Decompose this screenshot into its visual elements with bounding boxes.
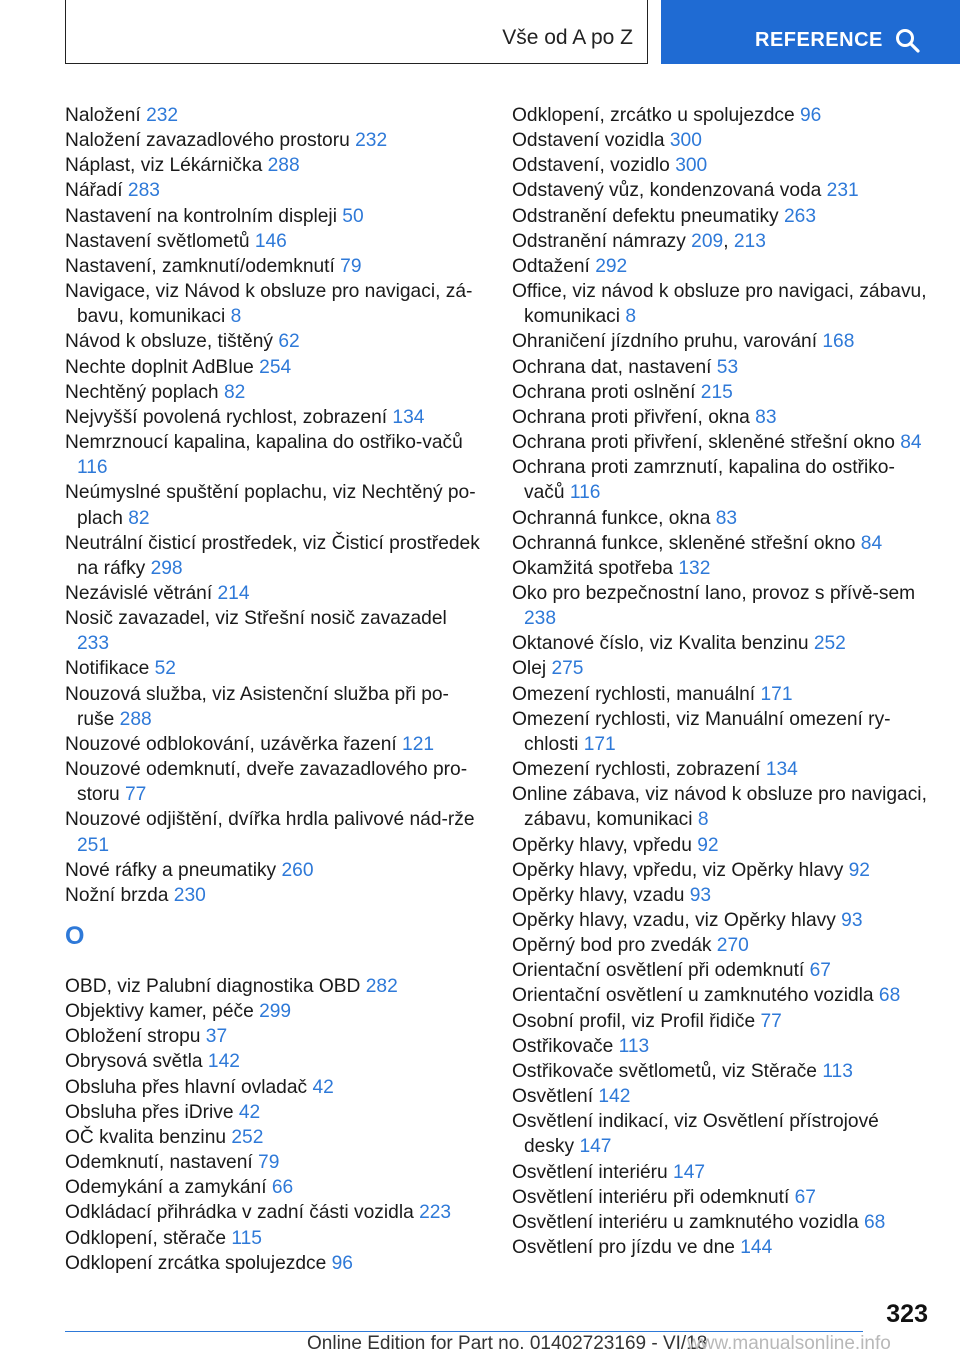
index-entry — [512, 355, 928, 380]
index-entry — [512, 506, 928, 531]
index-entry — [65, 480, 481, 530]
page-ref-link[interactable]: 171 — [760, 683, 793, 705]
index-term: Nejvyšší povolená rychlost, zobrazení — [65, 406, 393, 428]
page-ref-link[interactable]: 8 — [625, 306, 636, 328]
index-group-o-continued — [512, 103, 928, 1260]
page-ref-link[interactable]: 232 — [355, 130, 388, 152]
page-ref-link[interactable]: 147 — [579, 1136, 612, 1158]
page-ref-link[interactable]: 292 — [595, 255, 628, 277]
index-entry — [512, 757, 928, 782]
index-term: Odemknutí, nastavení — [65, 1152, 259, 1174]
index-group-o — [65, 974, 481, 1276]
index-term: Naložení — [65, 105, 147, 126]
index-term: Osvětlení indikací, viz Osvětlení přístrojové desky — [512, 1111, 879, 1158]
index-entry — [65, 1150, 481, 1175]
page-ref-link[interactable]: 83 — [755, 406, 777, 428]
index-entry — [65, 757, 481, 807]
page-ref-link[interactable]: 82 — [128, 507, 150, 529]
page-ref-link[interactable]: 116 — [569, 482, 601, 504]
index-entry — [512, 933, 928, 958]
index-term: Odklopení, stěrače — [65, 1227, 232, 1249]
page-ref-link[interactable]: 8 — [697, 809, 709, 831]
index-entry — [65, 732, 481, 757]
index-term: Omezení rychlosti, viz Manuální omezení ry-chlosti — [512, 708, 891, 755]
page-ref-link[interactable]: 67 — [794, 1186, 816, 1208]
page-ref-link[interactable]: 68 — [878, 985, 901, 1007]
index-entry — [512, 405, 928, 430]
page-ref-link[interactable]: 77 — [125, 784, 147, 806]
index-term: Office, viz návod k obsluze pro navigaci, zábavu, komunikaci — [512, 281, 927, 328]
index-column-left — [65, 103, 481, 1276]
index-term: Odklopení zrcátka spolujezdce — [65, 1252, 332, 1274]
page-ref-link[interactable]: 77 — [760, 1010, 782, 1032]
page-ref-link[interactable]: 209 — [691, 230, 724, 252]
page-ref-link[interactable]: 168 — [822, 331, 855, 353]
index-entry — [65, 380, 481, 405]
index-term: Náplast, viz Lékárnička — [65, 155, 268, 177]
index-entry — [512, 1235, 928, 1260]
index-term: Osobní profil, viz Profil řidiče — [512, 1010, 761, 1032]
index-term: Orientační osvětlení při odemknutí — [512, 960, 810, 982]
index-term: Opěrky hlavy, vzadu — [512, 884, 690, 906]
page-ref-link[interactable]: 42 — [238, 1101, 261, 1123]
page-ref-link[interactable]: 232 — [146, 105, 179, 126]
index-entry — [512, 153, 928, 178]
page-ref-link[interactable]: 282 — [365, 976, 398, 997]
index-entry — [65, 807, 481, 857]
page-ref-link[interactable]: 233 — [77, 633, 110, 655]
index-term: Opěrný bod pro zvedák — [512, 935, 717, 957]
index-entry — [512, 682, 928, 707]
index-entry — [65, 103, 481, 128]
index-entry — [65, 1100, 481, 1125]
index-entry — [512, 380, 928, 405]
page-ref-link[interactable]: 121 — [402, 733, 435, 755]
search-icon[interactable] — [895, 28, 921, 54]
index-term: Neúmyslné spuštění poplachu, viz Nechtěný po-plach — [65, 482, 476, 529]
index-term: Odstavení vozidla — [512, 130, 670, 152]
page-ref-link[interactable]: 299 — [259, 1001, 292, 1023]
index-entry — [65, 656, 481, 681]
page-ref-link[interactable]: 53 — [716, 356, 739, 378]
page-ref-link[interactable]: 116 — [77, 457, 108, 479]
index-term: Ochrana dat, nastavení — [512, 356, 717, 378]
index-term: Nové ráfky a pneumatiky — [65, 859, 282, 881]
index-entry — [65, 204, 481, 229]
index-entry — [512, 178, 928, 203]
page-ref-link[interactable]: 92 — [848, 859, 870, 881]
index-term: Nezávislé větrání — [65, 582, 218, 604]
page-ref-separator: , — [723, 230, 734, 252]
index-entry — [65, 1175, 481, 1200]
index-entry — [512, 1160, 928, 1185]
index-term: Omezení rychlosti, zobrazení — [512, 759, 766, 781]
reference-tab-label: REFERENCE — [755, 29, 883, 51]
page-number: 323 — [886, 1300, 928, 1328]
page-ref-link[interactable]: 79 — [340, 255, 362, 277]
index-term: Osvětlení interiéru — [512, 1161, 674, 1183]
page-ref-link[interactable]: 83 — [715, 507, 738, 529]
index-entry — [512, 229, 928, 254]
index-term: Odstranění defektu pneumatiky — [512, 205, 784, 227]
page-ref-link[interactable]: 134 — [765, 759, 798, 781]
index-column-right — [512, 103, 928, 1260]
page-ref-link[interactable]: 270 — [716, 935, 749, 957]
index-term: Ochrana proti přivření, okna — [512, 406, 756, 428]
page-ref-link[interactable]: 275 — [551, 658, 584, 680]
index-term: Návod k obsluze, tištěný — [65, 331, 279, 353]
page-ref-link[interactable]: 238 — [524, 608, 557, 630]
index-entry — [512, 656, 928, 681]
index-term: Ostřikovače světlometů, viz Stěrače — [512, 1060, 823, 1082]
index-entry — [65, 974, 481, 999]
page-ref-link[interactable]: 263 — [783, 205, 816, 227]
index-term: Osvětlení pro jízdu ve dne — [512, 1237, 741, 1259]
index-entry — [512, 707, 928, 757]
index-term: Omezení rychlosti, manuální — [512, 683, 761, 705]
index-entry — [65, 999, 481, 1024]
index-entry — [65, 153, 481, 178]
index-term: Ostřikovače — [512, 1035, 619, 1057]
index-term: Notifikace — [65, 658, 155, 680]
index-entry — [512, 1109, 928, 1159]
index-term: Ochranná funkce, skleněné střešní okno — [512, 532, 861, 554]
index-term: Opěrky hlavy, vpředu, viz Opěrky hlavy — [512, 859, 849, 881]
index-term: Nemrznoucí kapalina, kapalina do ostřiko-vačů — [65, 432, 463, 454]
index-entry — [512, 103, 928, 128]
index-entry — [65, 1251, 481, 1276]
page-ref-link[interactable]: 142 — [598, 1086, 631, 1108]
index-term: OČ kvalita benzinu — [65, 1126, 232, 1148]
page-ref-link[interactable]: 93 — [689, 884, 712, 906]
page-ref-link[interactable]: 113 — [822, 1060, 853, 1082]
page-ref-link[interactable]: 288 — [119, 708, 152, 730]
page-ref-link[interactable]: 142 — [207, 1051, 240, 1073]
index-entry — [65, 883, 481, 908]
footer-rule — [65, 1331, 863, 1332]
page-ref-link[interactable]: 231 — [826, 180, 859, 202]
index-entry — [512, 581, 928, 631]
index-entry — [512, 556, 928, 581]
index-entry — [512, 128, 928, 153]
page-ref-link[interactable]: 252 — [231, 1126, 264, 1148]
page-ref-link[interactable]: 96 — [799, 105, 822, 126]
index-term: Osvětlení interiéru u zamknutého vozidla — [512, 1211, 864, 1233]
page-ref-link[interactable]: 214 — [217, 582, 250, 604]
index-entry — [65, 254, 481, 279]
index-term: Opěrky hlavy, vzadu, viz Opěrky hlavy — [512, 910, 842, 931]
index-entry — [65, 279, 481, 329]
page-ref-link[interactable]: 223 — [419, 1202, 452, 1224]
index-term: Okamžitá spotřeba — [512, 557, 679, 579]
index-entry — [512, 1210, 928, 1235]
index-entry — [65, 178, 481, 203]
index-entry — [512, 958, 928, 983]
index-entry — [65, 128, 481, 153]
page-ref-link[interactable]: 79 — [258, 1152, 280, 1174]
index-entry — [512, 1059, 928, 1084]
index-entry — [512, 329, 928, 354]
page-ref-link[interactable]: 254 — [259, 356, 292, 378]
page-ref-link[interactable]: 67 — [809, 960, 831, 982]
section-letter: O — [65, 922, 85, 950]
index-entry — [512, 430, 928, 455]
page-ref-link[interactable]: 68 — [863, 1211, 886, 1233]
index-term: Opěrky hlavy, vpředu — [512, 834, 698, 856]
page-ref-link[interactable]: 230 — [173, 884, 206, 906]
index-entry — [512, 531, 928, 556]
index-term: Odstranění námrazy — [512, 230, 692, 252]
index-entry — [65, 355, 481, 380]
page-ref-link[interactable]: 92 — [697, 834, 719, 856]
index-entry — [65, 581, 481, 606]
page-ref-link[interactable]: 147 — [673, 1161, 706, 1183]
index-term: Odkládací přihrádka v zadní části vozidla — [65, 1202, 420, 1224]
page-ref-link[interactable]: 113 — [618, 1035, 650, 1057]
index-term: Nářadí — [65, 180, 128, 202]
page-title: Vše od A po Z — [502, 26, 633, 49]
index-entry — [512, 908, 928, 933]
page-ref-link[interactable]: 260 — [281, 859, 314, 881]
page-ref-link[interactable]: 300 — [675, 155, 708, 177]
index-entry — [512, 1009, 928, 1034]
index-term: Osvětlení — [512, 1086, 599, 1108]
page-ref-link[interactable]: 42 — [312, 1076, 334, 1098]
page-ref-link[interactable]: 50 — [342, 205, 364, 227]
page-ref-link[interactable]: 66 — [271, 1177, 294, 1199]
page-ref-link[interactable]: 37 — [205, 1026, 228, 1048]
index-term: Navigace, viz Návod k obsluze pro navigaci, zá-bavu, komunikaci — [65, 281, 473, 328]
index-entry — [512, 1034, 928, 1059]
reference-tab[interactable] — [661, 0, 960, 64]
page-ref-link[interactable]: 171 — [583, 733, 616, 755]
index-term: Olej — [512, 658, 552, 680]
page-ref-link[interactable]: 115 — [231, 1227, 262, 1249]
page-ref-link[interactable]: 144 — [740, 1237, 773, 1259]
page-ref-link[interactable]: 132 — [678, 557, 711, 579]
index-term: Objektivy kamer, péče — [65, 1001, 260, 1023]
index-entry — [65, 858, 481, 883]
index-term: Ohraničení jízdního pruhu, varování — [512, 331, 823, 353]
page-ref-link[interactable]: 93 — [841, 910, 863, 931]
index-entry — [512, 254, 928, 279]
index-entry — [65, 606, 481, 656]
page-ref-link[interactable]: 298 — [150, 557, 183, 579]
index-term: Obsluha přes hlavní ovladač — [65, 1076, 313, 1098]
page-ref-link[interactable]: 252 — [813, 633, 846, 655]
footer-edition-text: Online Edition for Part no. 01402723169 - VI/18 — [307, 1333, 708, 1354]
page-ref-link[interactable]: 251 — [77, 834, 110, 856]
index-term: Nouzové odemknutí, dveře zavazadlového pro-storu — [65, 759, 468, 806]
index-term: Odklopení, zrcátko u spolujezdce — [512, 105, 800, 126]
index-term: Nosič zavazadel, viz Střešní nosič zavazadel — [65, 608, 447, 630]
index-entry — [65, 1200, 481, 1225]
index-entry — [512, 1084, 928, 1109]
index-entry — [65, 531, 481, 581]
index-term: Nouzové odjištění, dvířka hrdla palivové nád-rže — [65, 809, 475, 831]
index-term: Obrysová světla — [65, 1051, 208, 1073]
index-term: Oko pro bezpečnostní lano, provoz s přívě-sem — [512, 582, 916, 604]
index-entry — [65, 405, 481, 430]
index-term: Osvětlení interiéru při odemknutí — [512, 1186, 795, 1208]
index-entry — [512, 631, 928, 656]
index-entry — [512, 833, 928, 858]
index-term: Ochranná funkce, okna — [512, 507, 716, 529]
index-term: Ochrana proti oslnění — [512, 381, 701, 403]
index-term: Odemykání a zamykání — [65, 1177, 272, 1199]
page-ref-link[interactable]: 300 — [669, 130, 702, 152]
page-ref-link[interactable]: 84 — [860, 532, 883, 554]
page-ref-link[interactable]: 52 — [154, 658, 176, 680]
index-entry — [65, 229, 481, 254]
index-entry — [512, 204, 928, 229]
footer-watermark: www.manualsonline.info — [687, 1333, 891, 1354]
index-term: Online zábava, viz návod k obsluze pro navigaci, zábavu, komunikaci — [512, 784, 927, 831]
index-term: Ochrana proti zamrznutí, kapalina do ostřiko-vačů — [512, 457, 895, 504]
index-term: Orientační osvětlení u zamknutého vozidla — [512, 985, 879, 1007]
index-group-n — [65, 103, 481, 908]
index-entry — [512, 983, 928, 1008]
index-entry — [65, 1049, 481, 1074]
index-entry — [512, 1185, 928, 1210]
index-entry — [512, 279, 928, 329]
index-term: Nožní brzda — [65, 884, 174, 906]
index-term: Odstavený vůz, kondenzovaná voda — [512, 180, 827, 202]
index-entry — [512, 883, 928, 908]
page-ref-link[interactable]: 288 — [267, 155, 300, 177]
page-ref-link[interactable]: 146 — [254, 230, 287, 252]
index-term: Naložení zavazadlového prostoru — [65, 130, 356, 152]
index-term: Nechte doplnit AdBlue — [65, 356, 260, 378]
index-term: Ochrana proti přivření, skleněné střešní okno — [512, 432, 901, 454]
index-term: Neutrální čisticí prostředek, viz Čisticí prostředek na ráfky — [65, 532, 480, 579]
index-term: Nechtěný poplach — [65, 381, 224, 403]
index-entry — [65, 329, 481, 354]
page-ref-link[interactable]: 96 — [331, 1252, 353, 1274]
page-ref-link[interactable]: 62 — [278, 331, 300, 353]
index-entry — [65, 1125, 481, 1150]
index-term: Nastavení světlometů — [65, 230, 255, 252]
page-ref-link[interactable]: 213 — [733, 230, 766, 252]
page-ref-link[interactable]: 215 — [700, 381, 733, 403]
index-entry — [65, 430, 481, 480]
index-term: Nouzová služba, viz Asistenční služba při po-ruše — [65, 683, 449, 730]
index-entry — [65, 682, 481, 732]
header-title-box — [65, 0, 648, 64]
index-term: Nouzové odblokování, uzávěrka řazení — [65, 733, 403, 755]
index-term: Obložení stropu — [65, 1026, 206, 1048]
index-entry — [512, 455, 928, 505]
page-ref-link[interactable]: 84 — [900, 432, 922, 454]
index-term: Nastavení, zamknutí/odemknutí — [65, 255, 341, 277]
page-ref-link[interactable]: 134 — [392, 406, 425, 428]
page-ref-link[interactable]: 283 — [127, 180, 160, 202]
page-ref-link[interactable]: 82 — [223, 381, 246, 403]
index-entry — [65, 1226, 481, 1251]
index-term: Odtažení — [512, 255, 596, 277]
index-term: OBD, viz Palubní diagnostika OBD — [65, 976, 366, 997]
index-entry — [512, 782, 928, 832]
index-term: Odstavení, vozidlo — [512, 155, 676, 177]
index-entry — [65, 1075, 481, 1100]
index-entry — [65, 1024, 481, 1049]
index-term: Oktanové číslo, viz Kvalita benzinu — [512, 633, 814, 655]
index-term: Nastavení na kontrolním displeji — [65, 205, 343, 227]
index-entry — [512, 858, 928, 883]
index-term: Obsluha přes iDrive — [65, 1101, 239, 1123]
page-ref-link[interactable]: 8 — [230, 306, 242, 328]
